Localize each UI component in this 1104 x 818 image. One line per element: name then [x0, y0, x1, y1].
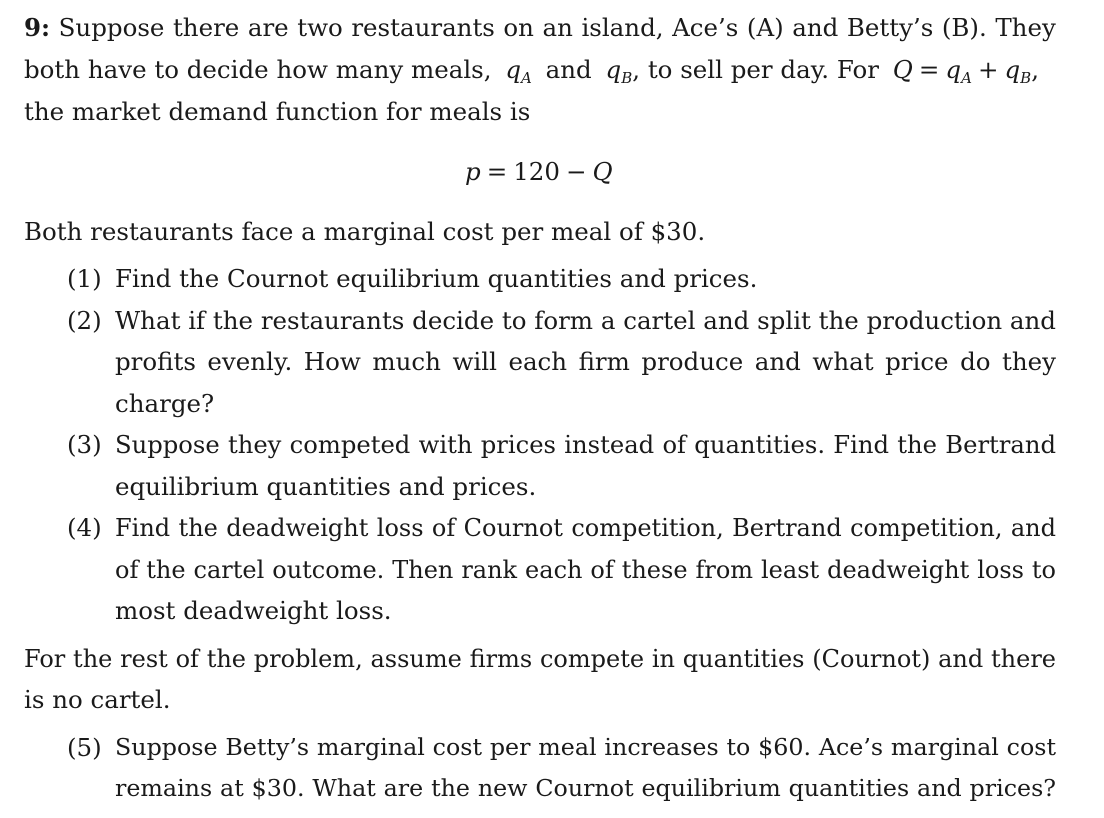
- part-4-line-2: of the cartel outcome. Then rank each of these from least deadweight loss to: [115, 558, 1056, 584]
- eq-minus: −: [565, 157, 587, 186]
- eq-number: 120: [513, 157, 560, 186]
- part-3-line-1: Suppose they competed with prices instead of quantities. Find the Bertrand: [115, 433, 1056, 459]
- part-4-label: (4): [67, 513, 102, 542]
- intro-line-1: [24, 16, 1056, 42]
- intro-word: island,: [581, 16, 664, 42]
- intro-word: and: [792, 16, 839, 42]
- and-word: and: [545, 55, 592, 84]
- part-4-line-3: most deadweight loss.: [115, 596, 392, 625]
- part-2-line-2: profits evenly. How much will each firm produce and what price do they: [115, 350, 1056, 376]
- intro-word: They: [995, 16, 1056, 42]
- part-2-label: (2): [67, 306, 102, 335]
- problem-number: 9:: [24, 16, 51, 42]
- intro-word: are: [247, 16, 289, 42]
- assumption-line-1: For the rest of the problem, assume firms compete in quantities (Cournot) and there: [24, 647, 1056, 673]
- part-4-line-1: Find the deadweight loss of Cournot competition, Bertrand competition, and: [115, 516, 1056, 542]
- intro-word: restaurants: [351, 16, 495, 42]
- q-A-symbol: $q_A$: [505, 55, 532, 87]
- eq-Q: Q: [592, 157, 613, 186]
- part-5-line-2: remains at $30. What are the new Cournot equilibrium quantities and prices?: [115, 777, 1056, 802]
- intro-word: Suppose: [58, 16, 165, 42]
- intro-word: (B).: [941, 16, 987, 42]
- part-5-line-1: Suppose Betty’s marginal cost per meal increases to $60. Ace’s marginal cost: [115, 736, 1056, 761]
- Q-equation: $Q = q_A + q_B$,: [892, 55, 1039, 87]
- intro-line-2: [24, 55, 1039, 87]
- demand-equation: [465, 157, 613, 186]
- part-3-label: (3): [67, 430, 102, 459]
- intro-text: , to sell per day. For: [632, 55, 879, 84]
- intro-word: an: [542, 16, 573, 42]
- intro-line-3: the market demand function for meals is: [24, 97, 531, 126]
- eq-p: p: [465, 157, 481, 186]
- intro-word: (A): [746, 16, 784, 42]
- part-1-label: (1): [67, 264, 102, 293]
- part-3-line-2: equilibrium quantities and prices.: [115, 472, 537, 501]
- intro-word: Betty’s: [846, 16, 934, 42]
- intro-text: both have to decide how many meals,: [24, 55, 492, 84]
- eq-equals: =: [486, 157, 508, 186]
- intro-word: two: [297, 16, 343, 42]
- part-2-line-3: charge?: [115, 389, 215, 418]
- intro-word: on: [503, 16, 534, 42]
- cost-sentence: Both restaurants face a marginal cost per meal of $30.: [24, 217, 706, 246]
- assumption-line-2: is no cartel.: [24, 685, 171, 714]
- part-5-label: (5): [67, 733, 102, 762]
- q-B-symbol: $q_B$: [605, 55, 633, 87]
- intro-word: Ace’s: [672, 16, 739, 42]
- part-2-line-1: What if the restaurants decide to form a cartel and split the production and: [115, 309, 1056, 335]
- part-1-line-1: Find the Cournot equilibrium quantities and prices.: [115, 264, 758, 293]
- intro-word: there: [172, 16, 240, 42]
